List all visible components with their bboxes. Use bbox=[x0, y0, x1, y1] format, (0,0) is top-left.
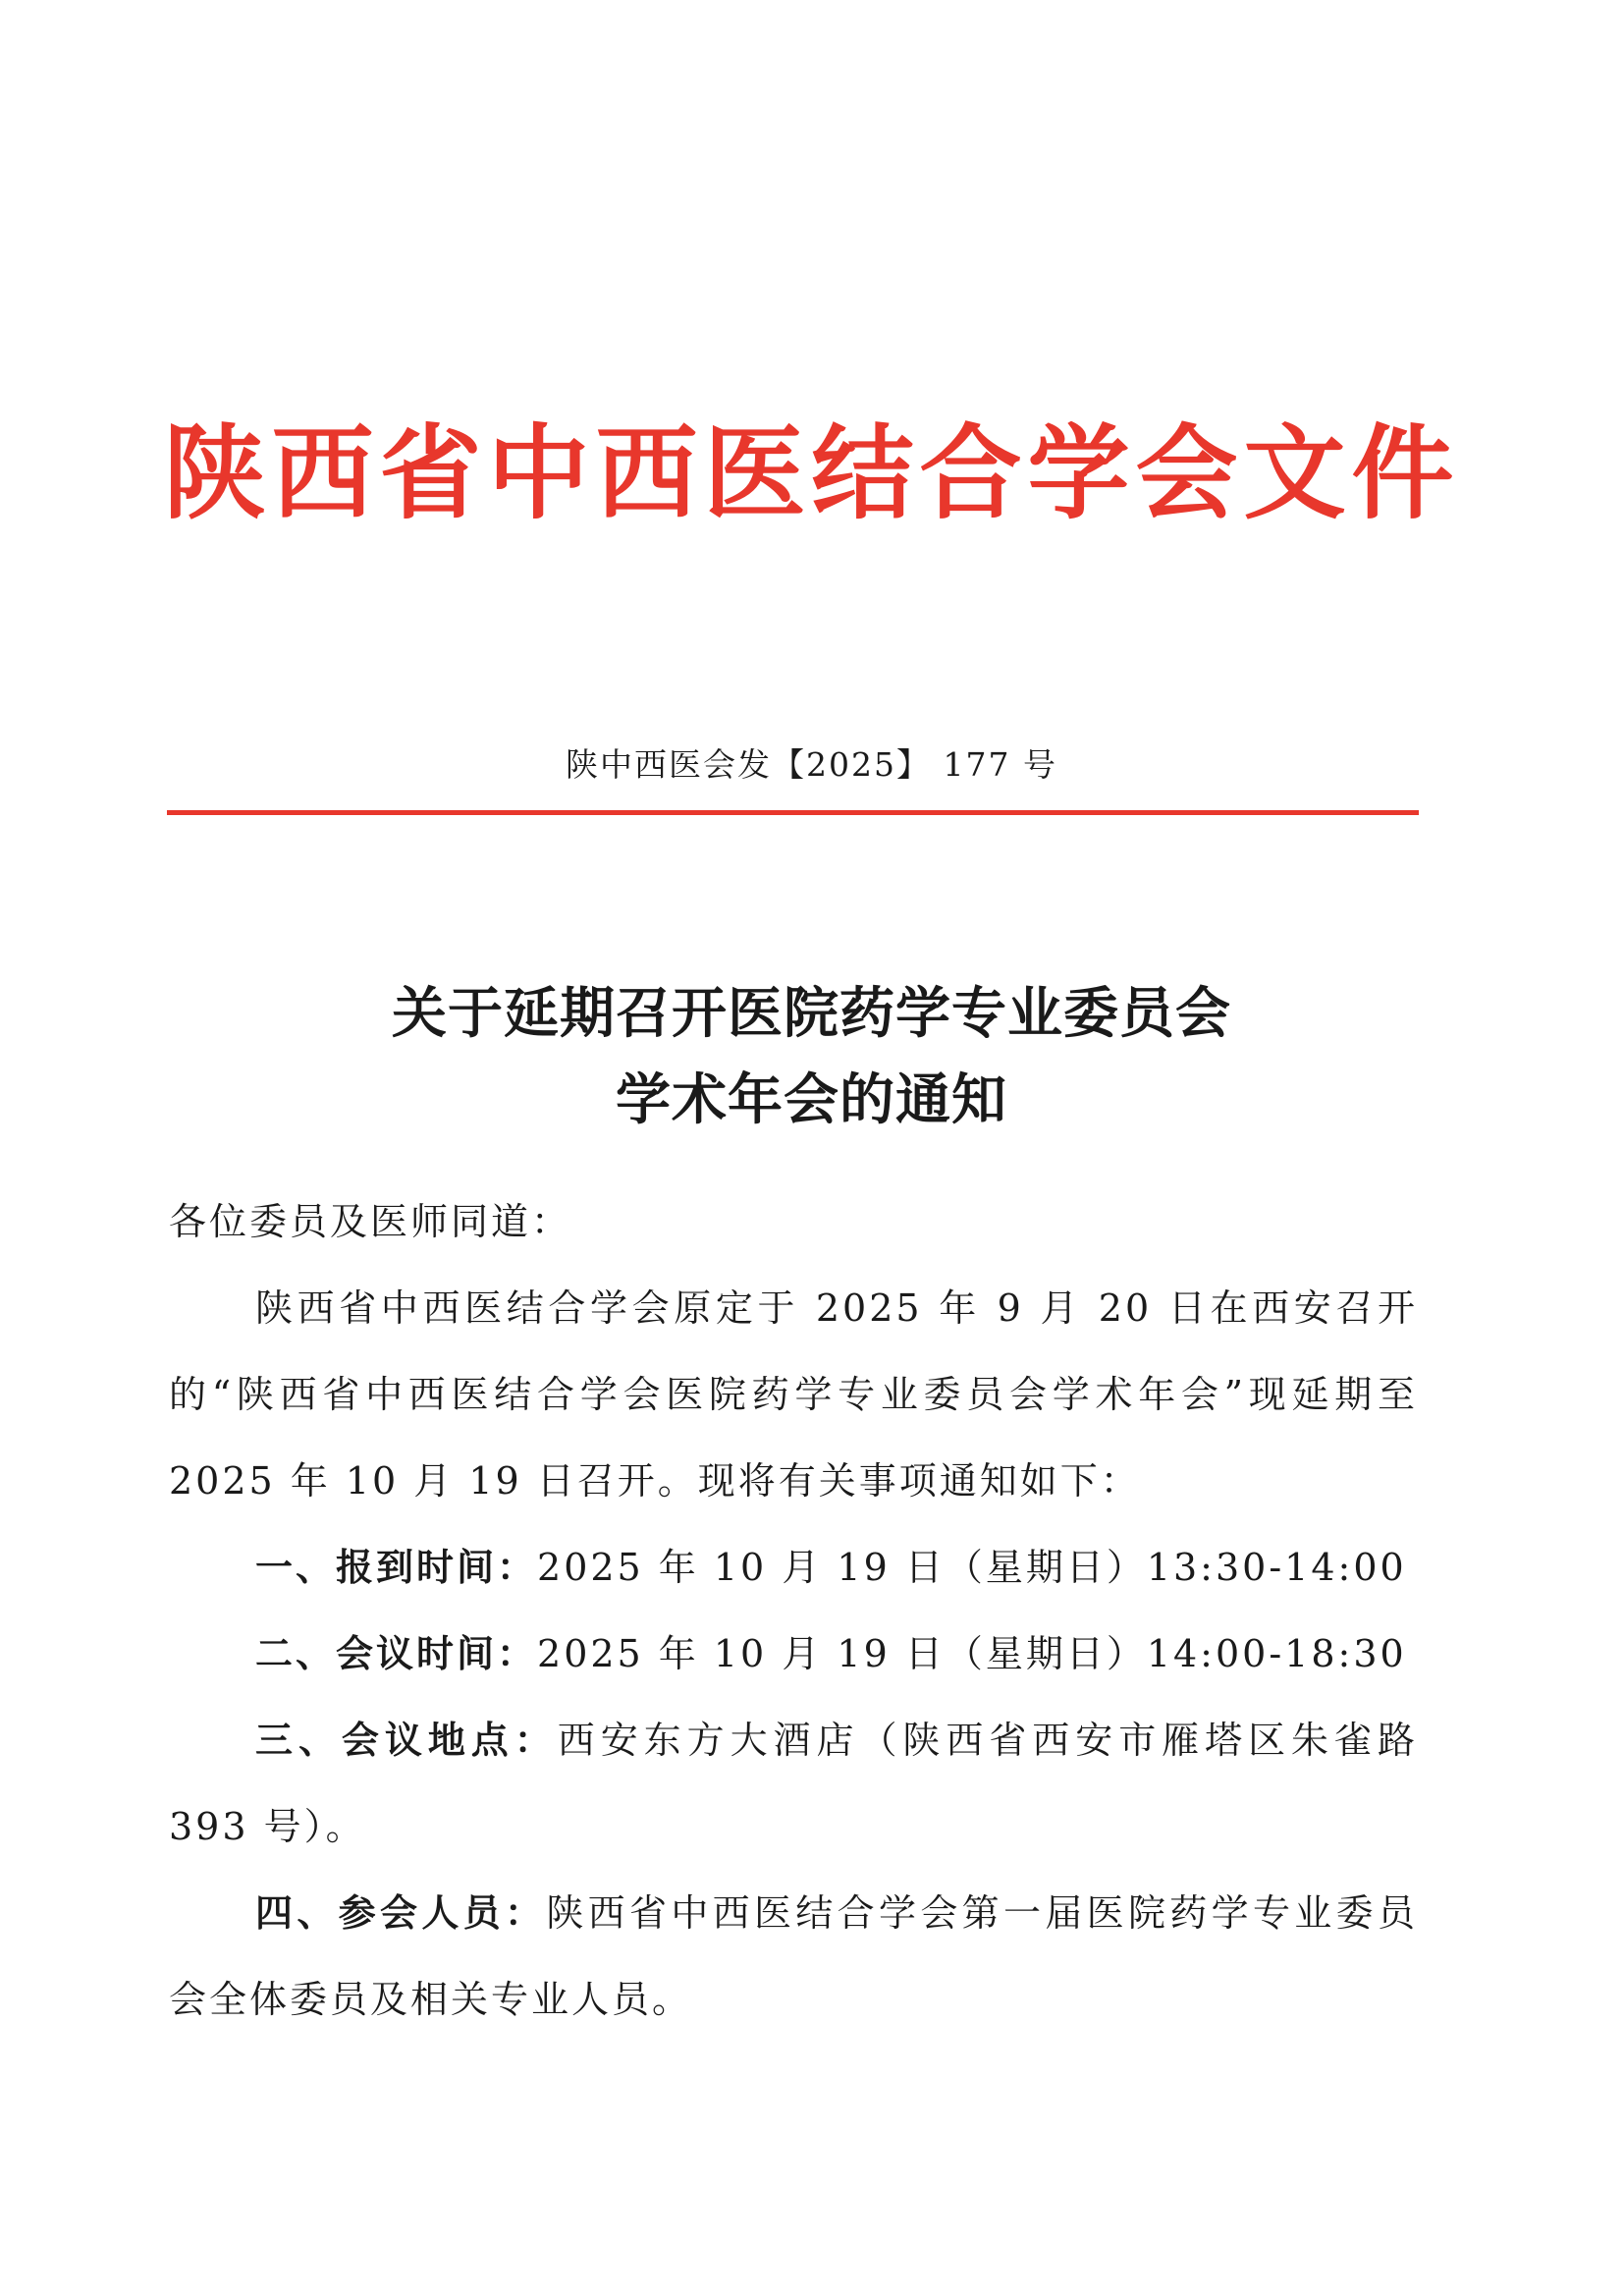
item-attendees bbox=[169, 1870, 1418, 2043]
notice-title bbox=[0, 970, 1623, 1143]
item-text: 西安东方大酒店（陕西省西安市雁塔区朱雀路 393 号）。 bbox=[169, 1719, 1418, 1848]
notice-body bbox=[169, 1178, 1418, 2043]
salutation: 各位委员及医师同道： bbox=[169, 1200, 572, 1243]
notice-title-line-2: 学术年会的通知 bbox=[616, 1067, 1007, 1132]
item-label: 三、会议地点： bbox=[255, 1718, 558, 1762]
masthead-title: 陕西省中西医结合学会文件 bbox=[163, 412, 1460, 533]
item-text: 陕西省中西医结合学会第一届医院药学专业委员会全体委员及相关专业人员。 bbox=[169, 1891, 1418, 2021]
document-number: 陕中西医会发【2025】 177 号 bbox=[566, 745, 1057, 784]
item-label: 四、参会人员： bbox=[255, 1890, 547, 1935]
notice-title-line-1: 关于延期召开医院药学专业委员会 bbox=[392, 981, 1231, 1046]
red-divider-line bbox=[167, 810, 1419, 815]
item-label: 一、报到时间： bbox=[255, 1545, 538, 1589]
item-registration-time bbox=[169, 1524, 1418, 1611]
item-meeting-time bbox=[169, 1611, 1418, 1697]
item-text: 2025 年 10 月 19 日（星期日）14:00-18:30 bbox=[537, 1632, 1407, 1675]
intro-paragraph: 陕西省中西医结合学会原定于 2025 年 9 月 20 日在西安召开的“陕西省中西医结合学会医院药学专业委员会学术年会”现延期至 2025 年 10 月 19 日召开。现将有关事项通知如下： bbox=[169, 1286, 1418, 1503]
item-text: 2025 年 10 月 19 日（星期日）13:30-14:00 bbox=[537, 1546, 1407, 1589]
item-meeting-venue bbox=[169, 1697, 1418, 1870]
item-label: 二、会议时间： bbox=[255, 1631, 538, 1675]
